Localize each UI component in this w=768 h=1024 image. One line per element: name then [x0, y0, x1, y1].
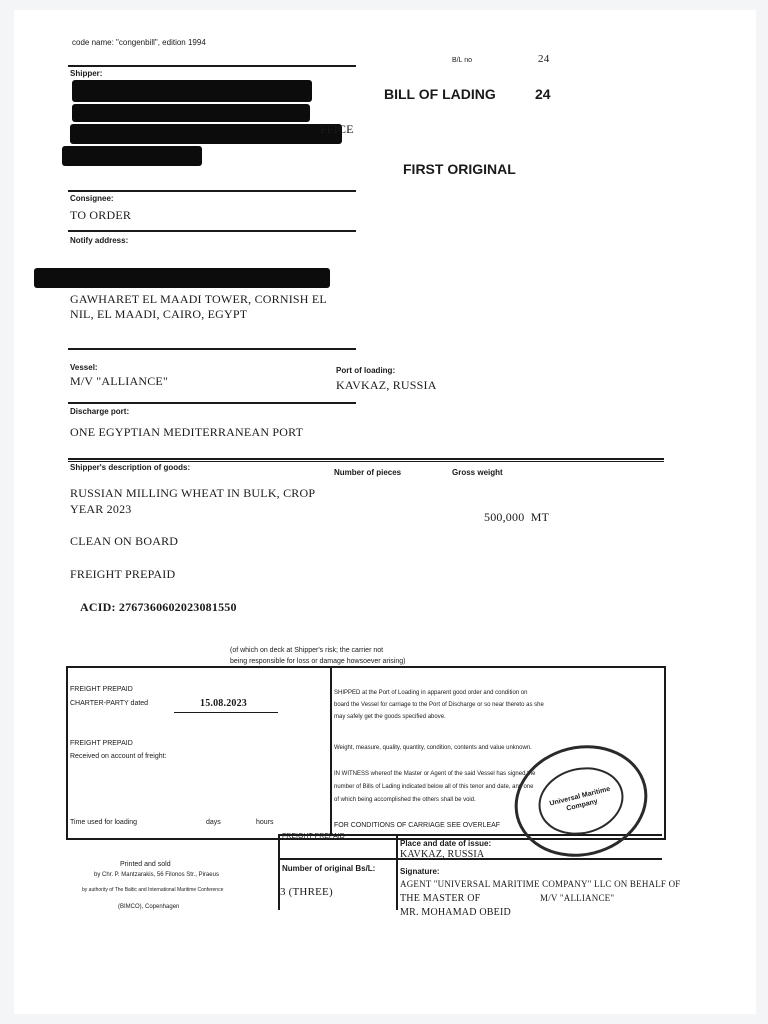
weight-label: Gross weight: [452, 468, 503, 477]
time-used-label: Time used for loading: [70, 819, 138, 826]
divider: [68, 190, 356, 192]
divider: [68, 348, 356, 350]
charter-date: 15.08.2023: [200, 698, 247, 709]
signature-line3: MR. MOHAMAD OBEID: [400, 907, 511, 918]
charter-label: CHARTER-PARTY dated: [70, 700, 149, 707]
freight-payable-label: FREIGHT PREPAID: [282, 833, 345, 840]
divider: [68, 65, 356, 67]
originals-value: 3 (THREE): [280, 886, 333, 898]
vessel-value: M/V "ALLIANCE": [70, 374, 169, 388]
discharge-value: ONE EGYPTIAN MEDITERRANEAN PORT: [70, 425, 304, 439]
gross-weight: 500,000 MT: [484, 510, 550, 524]
weight-unknown: Weight, measure, quality, quantity, condition, contents and value unknown.: [334, 745, 532, 751]
witness-1: IN WITNESS whereof the Master or Agent of the said Vessel has signed the: [334, 771, 536, 777]
signature-line1: AGENT "UNIVERSAL MARITIME COMPANY" LLC ON BEHALF OF: [400, 879, 681, 889]
consignee-label: Consignee:: [70, 194, 114, 203]
place-value: KAVKAZ, RUSSIA: [400, 849, 485, 860]
notify-line2: NIL, EL MAADI, CAIRO, EGYPT: [70, 307, 248, 321]
underline: [174, 712, 278, 713]
redaction-bar: [70, 124, 342, 144]
witness-3: of which being accomplished the others shall be void.: [334, 797, 476, 803]
first-original: FIRST ORIGINAL: [403, 161, 516, 177]
notify-line1: GAWHARET EL MAADI TOWER, CORNISH EL: [70, 292, 327, 306]
originals-label: Number of original Bs/L:: [282, 864, 376, 873]
redaction-bar: [72, 104, 310, 122]
redaction-bar: [34, 268, 330, 288]
clean-on-board: CLEAN ON BOARD: [70, 534, 179, 548]
redaction-bar: [72, 80, 312, 102]
shipped-text-3: may safely get the goods specified above.: [334, 714, 446, 720]
place-label: Place and date of issue:: [400, 839, 492, 848]
divider: [68, 458, 664, 460]
freight-prepaid-2: FREIGHT PREPAID: [70, 740, 133, 747]
consignee-value: TO ORDER: [70, 208, 132, 222]
conditions-label: FOR CONDITIONS OF CARRIAGE SEE OVERLEAF: [334, 822, 501, 829]
goods-line1: RUSSIAN MILLING WHEAT IN BULK, CROP: [70, 486, 316, 500]
shipper-label: Shipper:: [70, 69, 103, 78]
pieces-label: Number of pieces: [334, 468, 402, 477]
goods-line2: YEAR 2023: [70, 502, 132, 516]
document-title: BILL OF LADING: [384, 86, 496, 102]
deck-note-line2: being responsible for loss or damage howsoever arising): [230, 658, 406, 665]
code-name: code name: "congenbill", edition 1994: [72, 38, 206, 47]
bl-no-label: B/L no: [452, 57, 472, 64]
box-divider: [330, 666, 332, 836]
printed-line4: (BIMCO), Copenhagen: [118, 904, 180, 910]
deck-note-line1: (of which on deck at Shipper's risk; the carrier not: [230, 647, 384, 654]
bill-of-lading-page: [14, 10, 756, 1014]
redaction-bar: [62, 146, 202, 166]
printed-line2: by Chr. P. Mantzarakis, 56 Filonos Str., Piraeus: [94, 872, 219, 878]
discharge-label: Discharge port:: [70, 407, 130, 416]
acid-number: ACID: 2767360602023081550: [80, 600, 237, 614]
vessel-label: Vessel:: [70, 363, 98, 372]
stamp-text: Universal Maritime Company: [548, 785, 611, 813]
box-divider: [278, 834, 280, 910]
goods-label: Shipper's description of goods:: [70, 463, 191, 472]
signature-label: Signature:: [400, 867, 440, 876]
witness-2: number of Bills of Lading indicated below all of this tenor and date, any one: [334, 784, 534, 790]
signature-line2: THE MASTER OF: [400, 893, 481, 904]
hours-label: hours: [256, 819, 274, 826]
notify-label: Notify address:: [70, 236, 129, 245]
days-label: days: [206, 819, 221, 826]
divider: [68, 461, 664, 462]
printed-line1: Printed and sold: [120, 861, 171, 868]
signature-vessel: M/V "ALLIANCE": [540, 893, 615, 903]
divider: [68, 402, 356, 404]
received-label: Received on account of freight:: [70, 753, 167, 760]
divider: [68, 230, 356, 232]
bl-no-value: 24: [538, 53, 550, 65]
box-divider: [396, 834, 398, 910]
document-number: 24: [535, 86, 551, 102]
freight-prepaid-note: FREIGHT PREPAID: [70, 567, 176, 581]
port-loading-value: KAVKAZ, RUSSIA: [336, 378, 437, 392]
shipped-text: SHIPPED at the Port of Loading in apparent good order and condition on: [334, 690, 528, 696]
freight-prepaid-1: FREIGHT PREPAID: [70, 686, 133, 693]
shipped-text-2: board the Vessel for carriage to the Port of Discharge or so near thereto as she: [334, 702, 544, 708]
port-loading-label: Port of loading:: [336, 366, 396, 375]
shipper-fragment: FFICE: [320, 122, 354, 136]
printed-line3: by authority of The Baltic and International Maritime Conference: [82, 887, 224, 893]
